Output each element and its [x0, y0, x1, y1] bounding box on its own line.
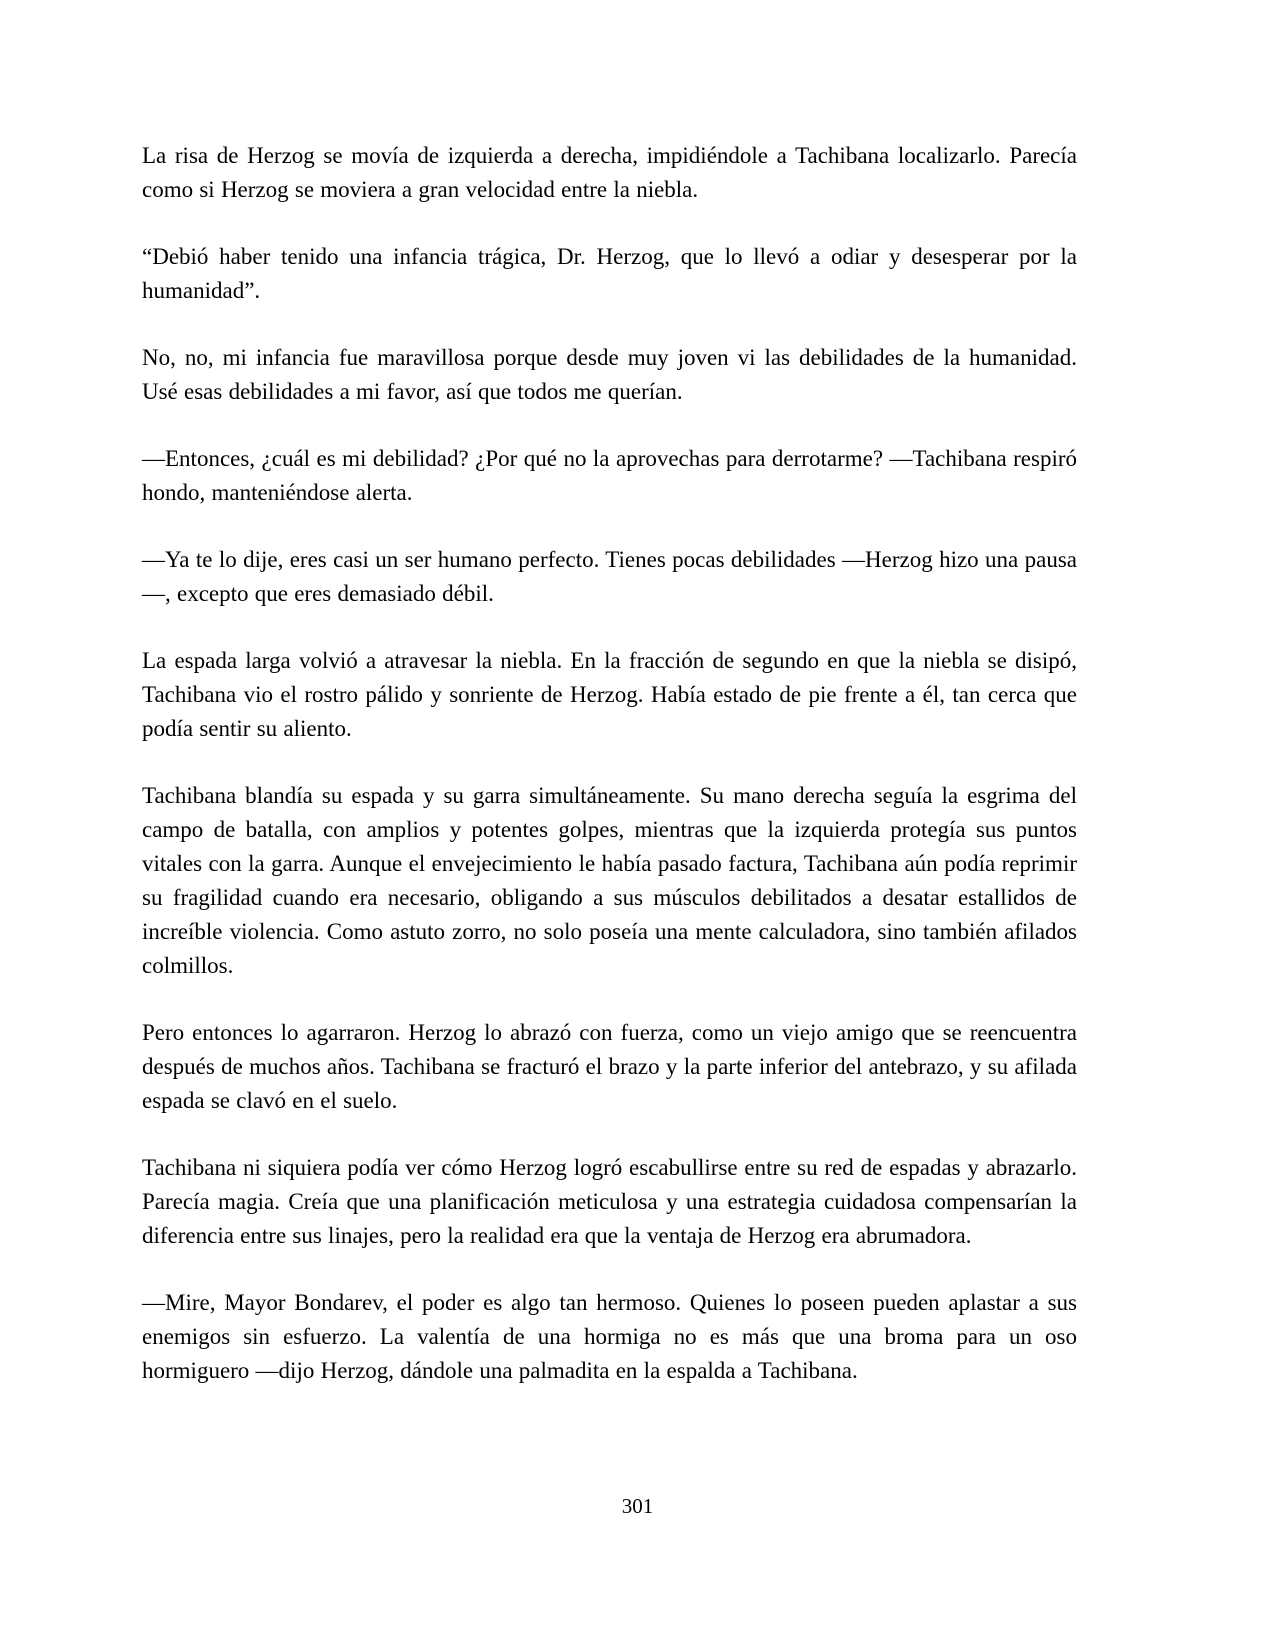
- page-body-text: [142, 139, 1077, 1421]
- paragraph: Tachibana ni siquiera podía ver cómo Herzog logró escabullirse entre su red de espadas y abrazarlo. Parecía magia. Creía que una planificación meticulosa y una estrategia cuidadosa compensarían la diferencia entre sus linajes, pero la realidad era que la ventaja de Herzog era abrumadora.: [142, 1155, 1077, 1248]
- page-number: 301: [621, 1494, 654, 1518]
- paragraph: —Entonces, ¿cuál es mi debilidad? ¿Por qué no la aprovechas para derrotarme? —Tachibana respiró hondo, manteniéndose alerta.: [142, 446, 1077, 505]
- paragraph: La risa de Herzog se movía de izquierda a derecha, impidiéndole a Tachibana localizarlo. Parecía como si Herzog se moviera a gran velocidad entre la niebla.: [142, 143, 1077, 202]
- paragraph: “Debió haber tenido una infancia trágica, Dr. Herzog, que lo llevó a odiar y desesperar por la humanidad”.: [142, 244, 1077, 303]
- paragraph: La espada larga volvió a atravesar la niebla. En la fracción de segundo en que la niebla se disipó, Tachibana vio el rostro pálido y sonriente de Herzog. Había estado de pie frente a él, tan cerca que podía sentir su aliento.: [142, 648, 1077, 741]
- paragraph: —Ya te lo dije, eres casi un ser humano perfecto. Tienes pocas debilidades —Herzog hizo una pausa—, excepto que eres demasiado débil.: [142, 547, 1077, 606]
- paragraph: Pero entonces lo agarraron. Herzog lo abrazó con fuerza, como un viejo amigo que se reencuentra después de muchos años. Tachibana se fracturó el brazo y la parte inferior del antebrazo, y su afilada espada se clavó en el suelo.: [142, 1020, 1077, 1113]
- paragraph: No, no, mi infancia fue maravillosa porque desde muy joven vi las debilidades de la humanidad. Usé esas debilidades a mi favor, así que todos me querían.: [142, 345, 1077, 404]
- paragraph: —Mire, Mayor Bondarev, el poder es algo tan hermoso. Quienes lo poseen pueden aplastar a sus enemigos sin esfuerzo. La valentía de una hormiga no es más que una broma para un oso hormiguero —dijo Herzog, dándole una palmadita en la espalda a Tachibana.: [142, 1290, 1077, 1383]
- paragraph: Tachibana blandía su espada y su garra simultáneamente. Su mano derecha seguía la esgrima del campo de batalla, con amplios y potentes golpes, mientras que la izquierda protegía sus puntos vitales con la garra. Aunque el envejecimiento le había pasado factura, Tachibana aún podía reprimir su fragilidad cuando era necesario, obligando a sus músculos debilitados a desatar estallidos de increíble violencia. Como astuto zorro, no solo poseía una mente calculadora, sino también afilados colmillos.: [142, 783, 1077, 978]
